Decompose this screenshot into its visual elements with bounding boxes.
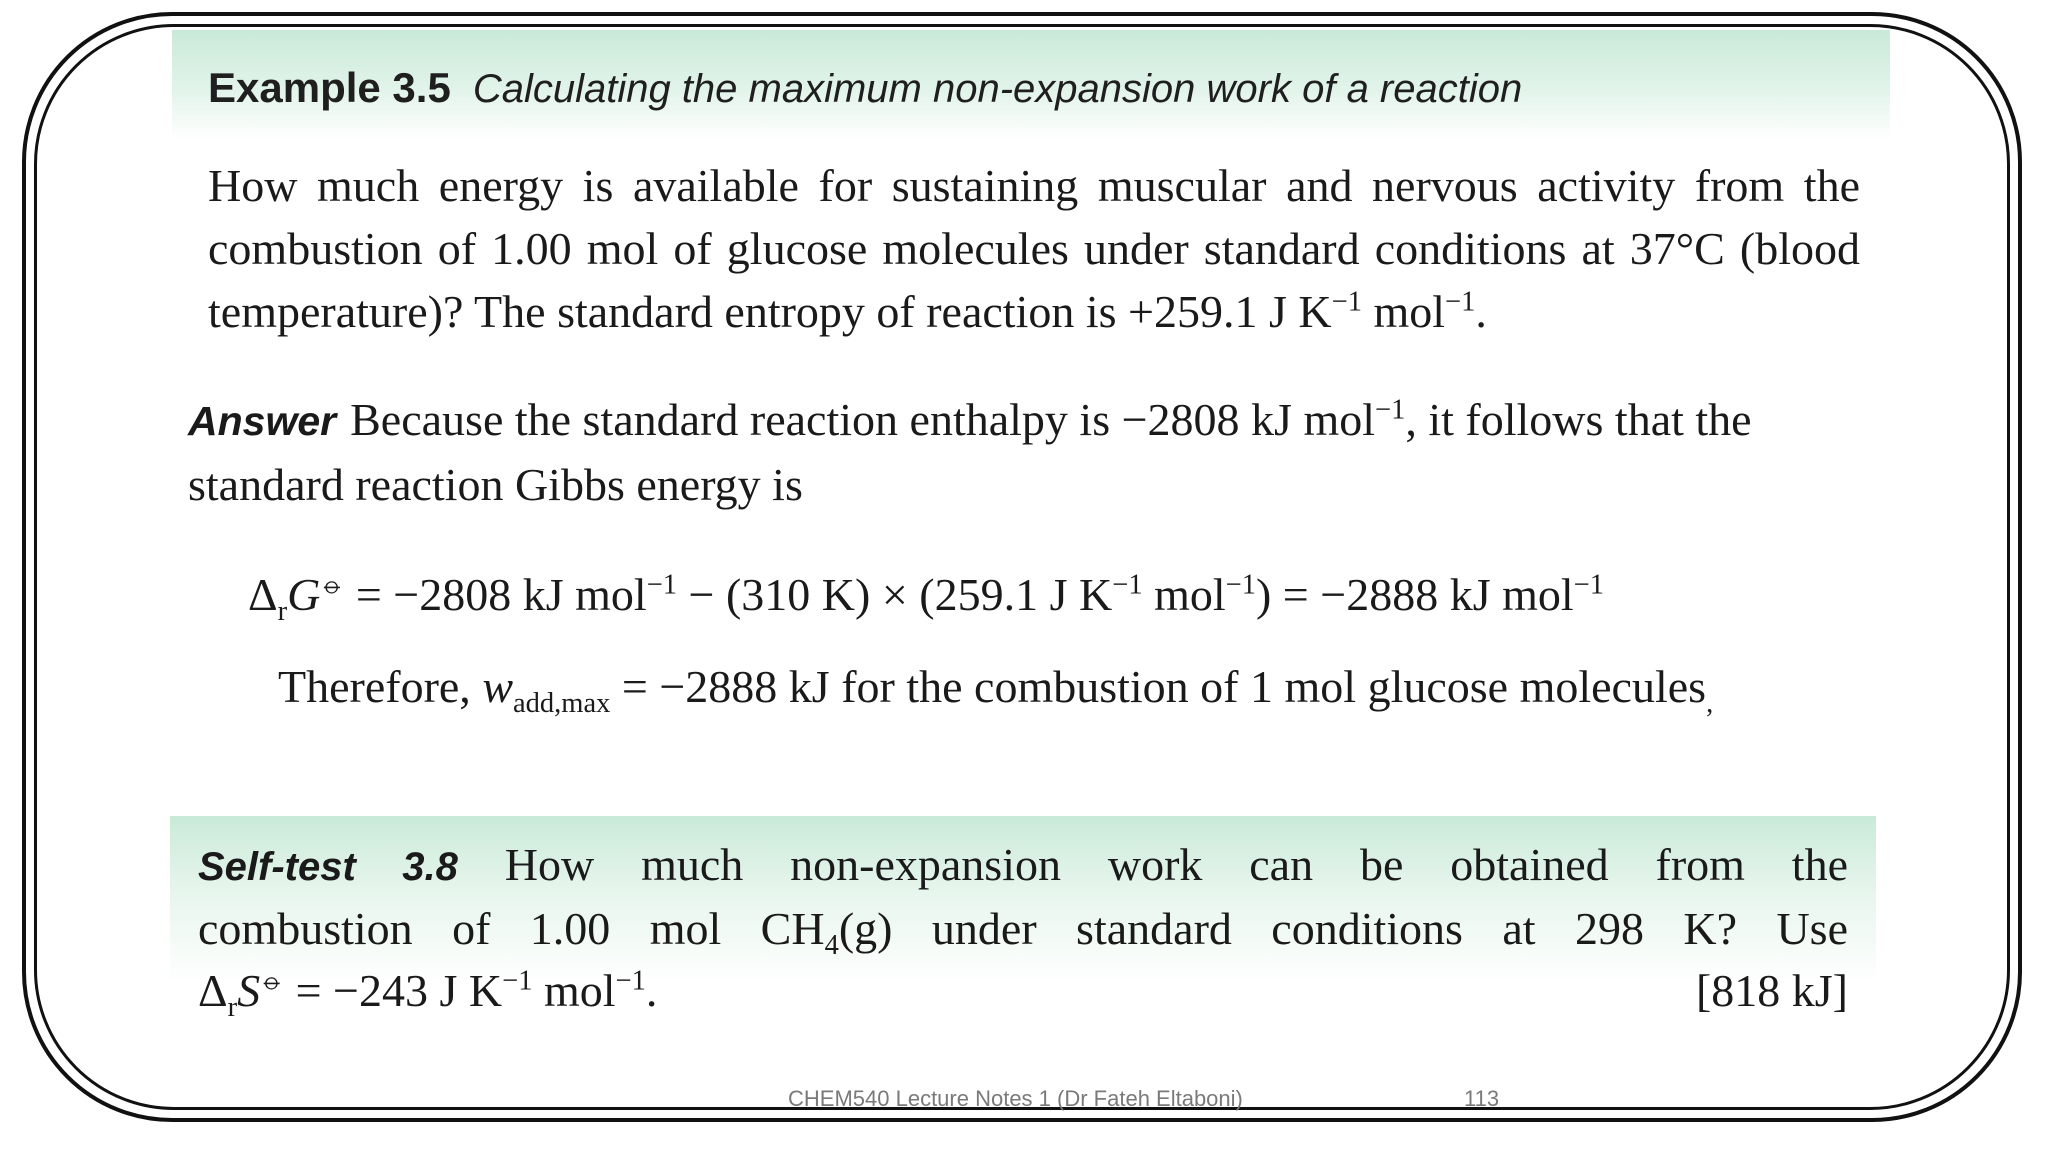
selftest-line-3 bbox=[198, 960, 1848, 1022]
eq-delta: Δ bbox=[248, 569, 278, 620]
therefore-a: Therefore, bbox=[278, 661, 483, 712]
st-part-c: . bbox=[645, 965, 658, 1016]
selftest-line-2 bbox=[198, 898, 1848, 960]
therefore-b: = −2888 kJ for the combustion of 1 mol glucose molecules bbox=[610, 661, 1707, 712]
selftest-line-3-text bbox=[198, 960, 657, 1022]
question-exp-1: −1 bbox=[1331, 286, 1362, 318]
eq-g: G bbox=[287, 569, 321, 620]
therefore-sub: add,max bbox=[513, 688, 611, 720]
question-paragraph bbox=[208, 154, 1860, 343]
selftest-line-2a: combustion of 1.00 mol CH bbox=[198, 903, 825, 954]
eq-part-2: − (310 K) × (259.1 J K bbox=[677, 569, 1113, 620]
st-std: ⦵ bbox=[260, 965, 285, 997]
selftest-line-1-text: How much non-expansion work can be obtained from the bbox=[504, 839, 1848, 890]
answer-label: Answer bbox=[188, 398, 337, 444]
question-mid: mol bbox=[1361, 286, 1446, 337]
question-exp-2: −1 bbox=[1445, 286, 1476, 318]
eq-exp-4: −1 bbox=[1573, 569, 1604, 601]
example-label: Example 3.5 bbox=[208, 64, 451, 111]
selftest-line-2b: (g) under standard conditions at 298 K? Use bbox=[838, 903, 1848, 954]
slide-content bbox=[172, 28, 1890, 1088]
eq-exp-3: −1 bbox=[1225, 569, 1256, 601]
st-delta: Δ bbox=[198, 965, 228, 1016]
selftest-answer: [818 kJ] bbox=[1695, 965, 1848, 1016]
therefore-w: w bbox=[482, 661, 513, 712]
selftest-block bbox=[198, 834, 1848, 1022]
selftest-line-2-sub: 4 bbox=[824, 930, 839, 962]
selftest-label: Self-test 3.8 bbox=[198, 845, 458, 889]
question-end: . bbox=[1475, 286, 1487, 337]
answer-paragraph bbox=[188, 388, 1888, 516]
example-title: Calculating the maximum non-expansion work of a reaction bbox=[472, 67, 1523, 111]
st-part-b: mol bbox=[532, 965, 616, 1016]
therefore-line bbox=[278, 660, 1714, 720]
eq-part-1: = −2808 kJ mol bbox=[344, 569, 647, 620]
eq-exp-2: −1 bbox=[1112, 569, 1143, 601]
footer-text: CHEM540 Lecture Notes 1 (Dr Fateh Eltaboni) bbox=[788, 1086, 1243, 1111]
page-number: 113 bbox=[1464, 1086, 1500, 1111]
answer-text-b: , it follows that the standard reaction Gibbs energy is bbox=[188, 394, 1752, 510]
answer-text-a: Because the standard reaction enthalpy is −2808 kJ mol bbox=[350, 394, 1376, 445]
answer-exp: −1 bbox=[1375, 394, 1406, 426]
selftest-line-1 bbox=[198, 834, 1848, 898]
st-sub-r: r bbox=[227, 992, 238, 1024]
eq-exp-1: −1 bbox=[646, 569, 678, 601]
st-s: S bbox=[237, 965, 261, 1016]
st-exp-1: −1 bbox=[502, 965, 533, 997]
question-text: How much energy is available for sustaining muscular and nervous activity from the combustion of 1.00 mol of glucose molecules under standard conditions at 37°C (blood temperature)? The standard entropy of reaction is +259.1 J K bbox=[208, 160, 1860, 337]
st-exp-2: −1 bbox=[615, 965, 646, 997]
st-part-a: = −243 J K bbox=[284, 965, 503, 1016]
eq-sub-r: r bbox=[277, 596, 288, 628]
eq-std: ⦵ bbox=[320, 569, 345, 601]
eq-part-4: ) = −2888 kJ mol bbox=[1255, 569, 1574, 620]
example-header bbox=[172, 30, 1890, 140]
eq-part-3: mol bbox=[1142, 569, 1226, 620]
therefore-c: , bbox=[1706, 688, 1714, 720]
gibbs-equation bbox=[248, 568, 1604, 628]
